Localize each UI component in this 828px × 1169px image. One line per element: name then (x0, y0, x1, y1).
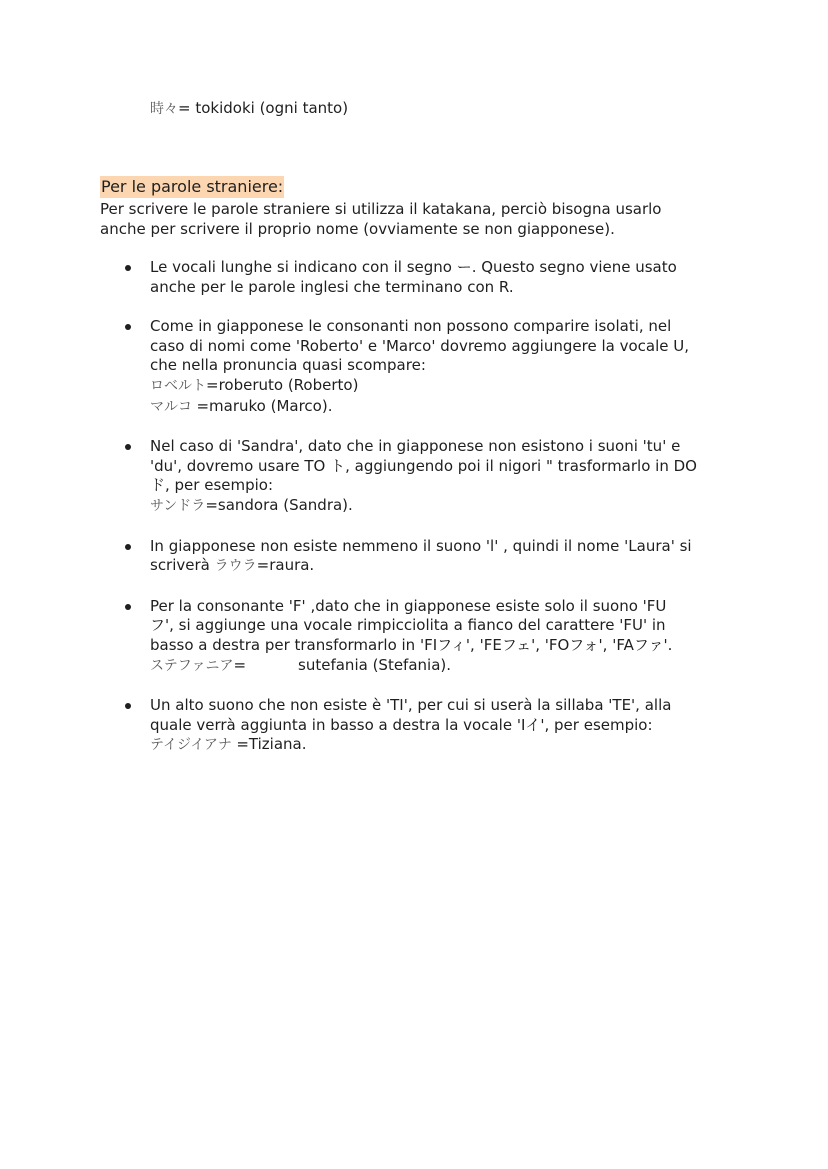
bullet-icon (125, 265, 131, 271)
list-item (100, 537, 740, 577)
section-heading (100, 177, 284, 197)
list-item (100, 696, 740, 756)
katakana-word: ロベルト (150, 377, 206, 394)
example-line (150, 376, 740, 397)
romaji-text: =roberuto (Roberto) (206, 375, 359, 394)
tokidoki-line (150, 98, 348, 119)
romaji-text: sutefania (Stefania). (298, 655, 452, 674)
item-line: フ', si aggiunge una vocale rimpicciolita a fianco del carattere 'FU' in (150, 616, 666, 635)
list-item (100, 437, 740, 516)
bullet-icon (125, 444, 131, 450)
item-line: In giapponese non esiste nemmeno il suono 'l' , quindi il nome 'Laura' si (150, 536, 692, 555)
item-line: che nella pronuncia quasi scompare: (150, 356, 426, 375)
item-line: quale verrà aggiunta in basso a destra la vocale 'Iイ', per esempio: (150, 715, 653, 734)
romaji-text: =raura. (256, 556, 315, 575)
rules-list (100, 258, 740, 776)
item-line: caso di nomi come 'Roberto' e 'Marco' dovremo aggiungere la vocale U, (150, 336, 689, 355)
katakana-word: マルコ (150, 398, 197, 415)
intro-line: Per scrivere le parole straniere si utilizza il katakana, perciò bisogna usarlo (100, 200, 662, 218)
kanji-tokidoki: 時々 (150, 101, 178, 117)
romaji-text: =sandora (Sandra). (205, 495, 353, 514)
equals-sign: = (233, 655, 247, 674)
item-line: anche per le parole inglesi che terminano con R. (150, 277, 514, 296)
example-line (150, 735, 740, 756)
bullet-icon (125, 703, 131, 709)
intro-line: anche per scrivere il proprio nome (ovviamente se non giapponese). (100, 220, 615, 238)
romaji-text: =Tiziana. (236, 735, 307, 754)
katakana-word: サンドラ (150, 497, 206, 514)
example-line (150, 656, 740, 677)
bullet-icon (125, 544, 131, 550)
list-item (100, 258, 740, 297)
list-item (100, 317, 740, 417)
bullet-icon (125, 604, 131, 610)
item-line: Un alto suono che non esiste è 'TI', per cui si userà la sillaba 'TE', alla (150, 696, 672, 715)
section-intro (100, 199, 740, 239)
section-heading-highlight: Per le parole straniere: (101, 177, 284, 196)
item-line: Come in giapponese le consonanti non possono comparire isolati, nel (150, 317, 672, 336)
katakana-word: テイジイアナ (150, 737, 237, 754)
katakana-word: ラウラ (214, 558, 257, 575)
example-line (150, 496, 740, 517)
item-line: 'du', dovremo usare TO ト, aggiungendo poi il nigori " trasformarlo in DO (150, 456, 697, 475)
item-line: ド, per esempio: (150, 476, 274, 495)
romaji-text: =maruko (Marco). (196, 396, 333, 415)
example-line (150, 397, 740, 418)
item-line: Le vocali lunghe si indicano con il segno ー. Questo segno viene usato (150, 258, 677, 276)
katakana-word: ステファニア (150, 657, 234, 674)
example-prefix: scriverà (150, 556, 215, 575)
list-item (100, 597, 740, 676)
tokidoki-translation: = tokidoki (ogni tanto) (178, 99, 349, 117)
bullet-icon (125, 324, 131, 330)
item-line: basso a destra per transformarlo in 'FIフィ', 'FEフェ', 'FOフォ', 'FAファ'. (150, 635, 673, 654)
example-line (150, 556, 740, 577)
item-line: Per la consonante 'F' ,dato che in giapponese esiste solo il suono 'FU (150, 596, 667, 615)
item-line: Nel caso di 'Sandra', dato che in giapponese non esistono i suoni 'tu' e (150, 437, 681, 456)
